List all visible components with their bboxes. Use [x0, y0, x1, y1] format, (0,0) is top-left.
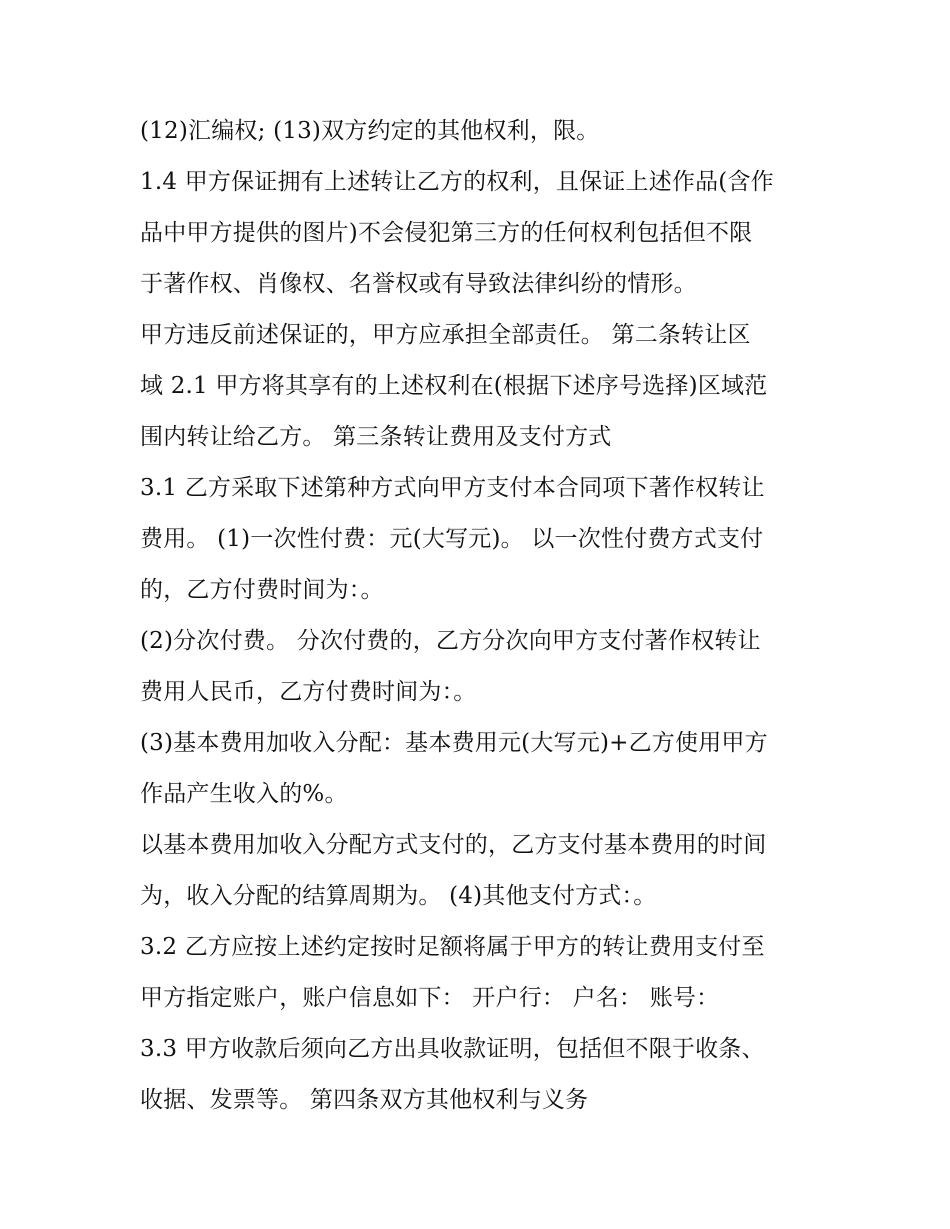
text-line: 域 2.1 甲方将其享有的上述权利在(根据下述序号选择)区域范	[140, 373, 768, 399]
text-line: (2)分次付费。 分次付费的，乙方分次向甲方支付著作权转让	[140, 628, 761, 654]
text-line: 3.1 乙方采取下述第种方式向甲方支付本合同项下著作权转让	[140, 475, 765, 501]
text-line: 甲方指定账户，账户信息如下： 开户行： 户名： 账号：	[140, 985, 720, 1011]
text-line: 为，收入分配的结算周期为。 (4)其他支付方式：。	[140, 883, 657, 909]
text-line: (3)基本费用加收入分配：基本费用元(大写元)+乙方使用甲方	[140, 730, 768, 756]
text-line: 以基本费用加收入分配方式支付的，乙方支付基本费用的时间	[140, 832, 767, 858]
text-line: 3.2 乙方应按上述约定按时足额将属于甲方的转让费用支付至	[140, 934, 765, 960]
text-line: 收据、发票等。 第四条双方其他权利与义务	[140, 1087, 589, 1113]
text-line: 1.4 甲方保证拥有上述转让乙方的权利，且保证上述作品(含作	[140, 169, 774, 195]
text-line: 围内转让给乙方。 第三条转让费用及支付方式	[140, 424, 612, 450]
text-line: 3.3 甲方收款后须向乙方出具收款证明，包括但不限于收条、	[140, 1036, 765, 1062]
text-line: 费用人民币，乙方付费时间为：。	[140, 679, 477, 705]
text-line: 作品产生收入的%。	[140, 781, 348, 807]
text-line: 甲方违反前述保证的，甲方应承担全部责任。 第二条转让区	[140, 322, 751, 348]
text-line: 于著作权、肖像权、名誉权或有导致法律纠纷的情形。	[140, 271, 697, 297]
text-line: 费用。 (1)一次性付费：元(大写元)。 以一次性付费方式支付	[140, 526, 764, 552]
text-line: 品中甲方提供的图片)不会侵犯第三方的任何权利包括但不限	[140, 220, 753, 246]
document-body	[140, 106, 830, 1126]
text-line: (12)汇编权; (13)双方约定的其他权利，限。	[140, 118, 600, 144]
text-line: 的，乙方付费时间为：。	[140, 577, 384, 603]
